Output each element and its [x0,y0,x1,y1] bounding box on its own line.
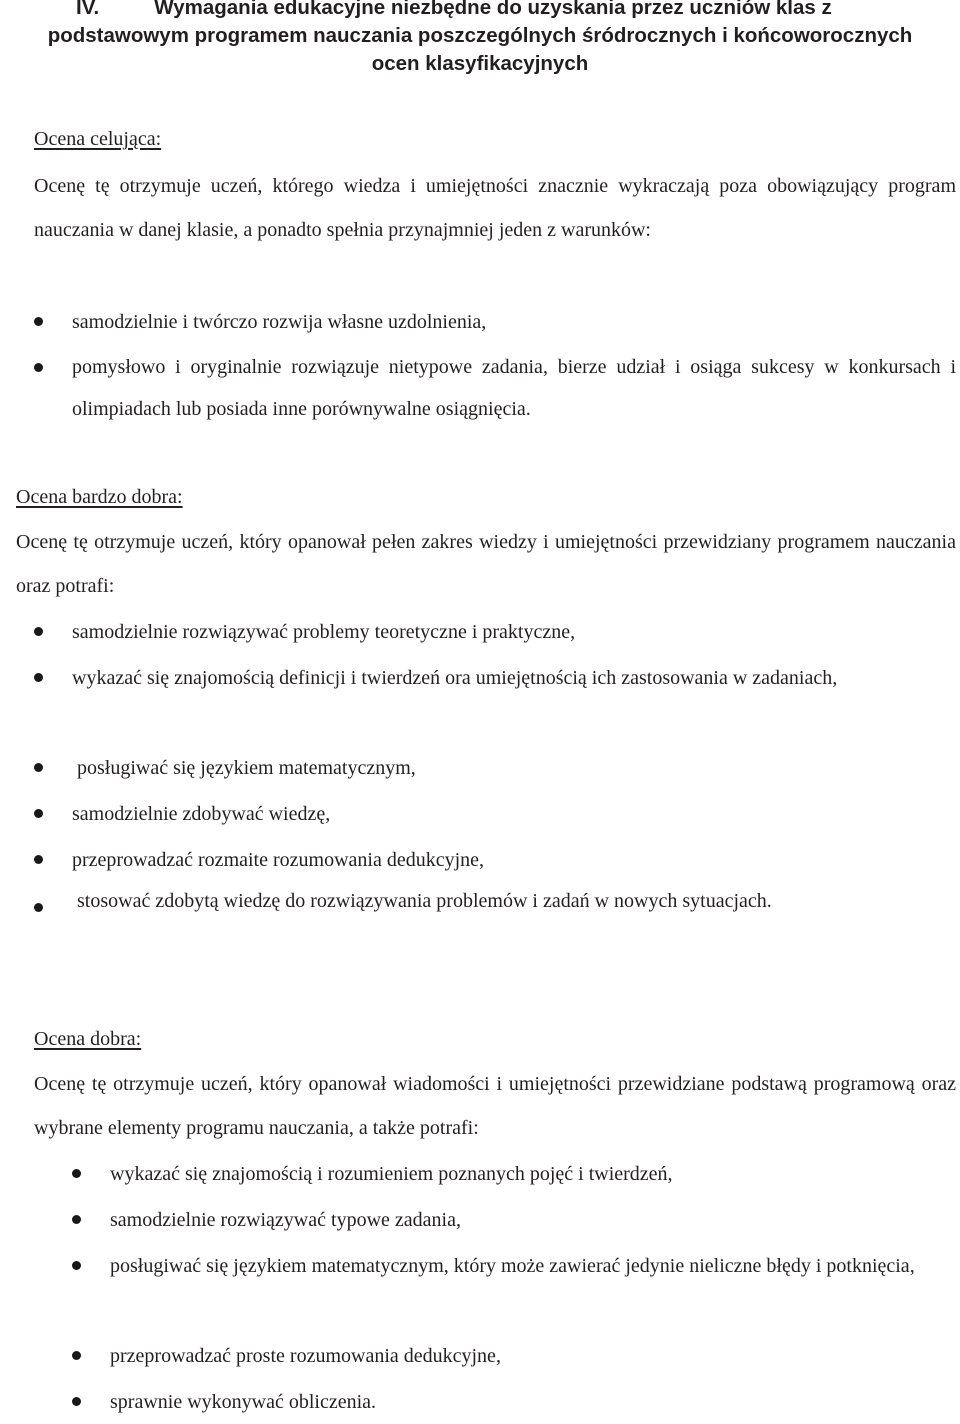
section-intro-dobra: Ocenę tę otrzymuje uczeń, który opanował wiadomości i umiejętności przewidziane podstawą programową oraz wybrane elementy programu nauczania, a także potrafi: [34,1073,956,1139]
bullet-icon [72,1261,81,1270]
header-line-3: ocen klasyfikacyjnych [371,52,589,75]
section-title-celujaca: Ocena celująca: [34,128,162,150]
section-title-dobra: Ocena dobra: [34,1028,142,1050]
document-header [0,0,960,78]
header-line-1: Wymagania edukacyjne niezbędne do uzyskania przez uczniów klas z [154,0,832,19]
bullet-icon [34,317,43,326]
bullet-icon [34,673,43,682]
bullet-icon [72,1215,81,1224]
bullet-icon [34,809,43,818]
bullet-icon [34,763,43,772]
section-intro-bardzo-dobra: Ocenę tę otrzymuje uczeń, który opanował pełen zakres wiedzy i umiejętności przewidziany programem nauczania oraz potrafi: [16,531,956,597]
section-intro-celujaca: Ocenę tę otrzymuje uczeń, którego wiedza i umiejętności znacznie wykraczają poza obowiązujący program nauczania w danej klasie, a ponadto spełnia przynajmniej jeden z warunków: [34,175,956,241]
bullet-icon [72,1397,81,1406]
bullet-icon [34,627,43,636]
bullet-icon [34,903,43,912]
bullet-icon [34,855,43,864]
bullet-icon [72,1169,81,1178]
section-number: IV. [76,0,100,19]
header-line-2: podstawowym programem nauczania poszczególnych śródrocznych i końcoworocznych [47,24,913,47]
bullet-icon [72,1351,81,1360]
bullet-icon [34,363,43,372]
section-title-bardzo-dobra: Ocena bardzo dobra: [16,486,183,508]
